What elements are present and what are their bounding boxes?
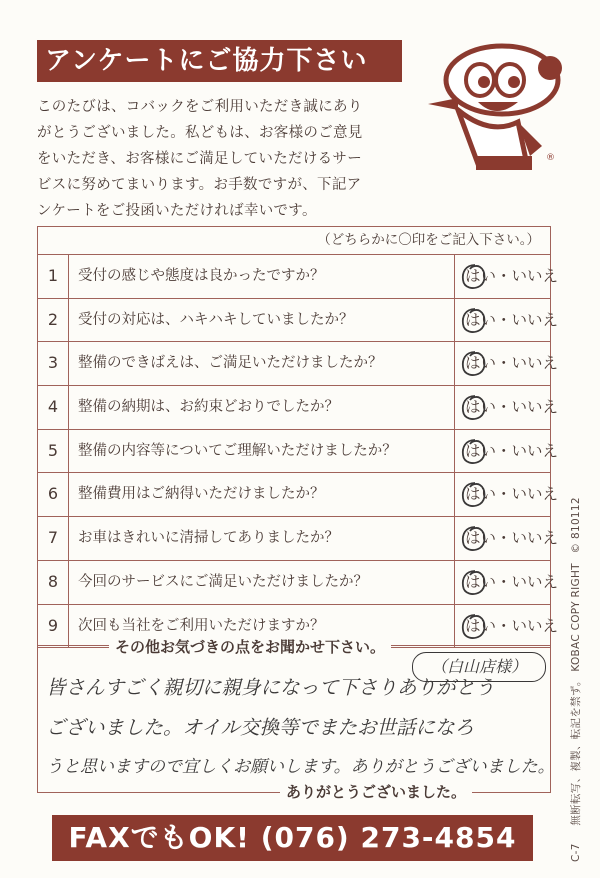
fax-number-banner: FAXでもOK! (076) 273-4854 [52, 815, 533, 861]
survey-instruction: （どちらかに〇印をご記入下さい。） [38, 227, 550, 255]
question-number: 6 [38, 473, 69, 516]
answer-label: はい・いいえ [465, 398, 559, 417]
question-number: 4 [38, 386, 69, 429]
survey-question-row [38, 473, 559, 517]
handwritten-comment-line: ございました。オイル交換等でまたお世話になろ [46, 716, 475, 739]
answer-options[interactable] [454, 386, 559, 429]
question-number: 9 [38, 605, 69, 648]
answer-options[interactable] [454, 342, 559, 385]
question-number: 5 [38, 430, 69, 473]
answer-options[interactable] [454, 561, 559, 604]
survey-table [37, 226, 559, 648]
side-copyright-print [568, 497, 583, 862]
copyright-number: 810112 [570, 497, 582, 540]
question-text: 整備のできばえは、ご満足いただけましたか？ [78, 355, 383, 372]
answer-label: はい・いいえ [465, 529, 559, 548]
answer-options[interactable] [454, 255, 559, 298]
intro-line: このたびは、コバックをご利用いただき誠にあり [37, 99, 363, 115]
answer-label: はい・いいえ [465, 616, 559, 635]
form-code: C-7 [570, 843, 582, 862]
answer-label: はい・いいえ [465, 572, 559, 591]
survey-question-row [38, 386, 559, 430]
survey-question-row [38, 299, 559, 343]
answer-options[interactable] [454, 430, 559, 473]
question-number: 2 [38, 299, 69, 342]
question-number: 1 [38, 255, 69, 298]
answer-label: はい・いいえ [465, 267, 559, 285]
answer-options[interactable] [454, 517, 559, 560]
survey-question-row [38, 342, 559, 386]
copyright-symbol: © [570, 542, 582, 554]
answer-label: はい・いいえ [465, 310, 559, 329]
question-number: 3 [38, 342, 69, 385]
answer-options[interactable] [454, 605, 559, 648]
svg-text:®: ® [546, 153, 555, 163]
question-text: 整備の納期は、お約束どおりでしたか？ [78, 399, 339, 416]
question-text: 今回のサービスにご満足いただけましたか？ [78, 573, 368, 590]
question-text: 受付の対応は、ハキハキしていましたか？ [78, 311, 354, 328]
survey-question-row [38, 255, 559, 299]
question-number: 7 [38, 517, 69, 560]
intro-line: がとうございました。私どもは、お客様のご意見 [37, 125, 363, 141]
question-text: 受付の感じや態度は良かったですか？ [78, 268, 325, 284]
handwritten-comment-line: 皆さんすごく親切に親身になって下さりありがとう [46, 676, 495, 699]
store-note: （白山店様） [412, 652, 546, 682]
page-title: アンケートにご協力下さい [37, 40, 402, 82]
answer-label: はい・いいえ [465, 485, 559, 504]
answer-label: はい・いいえ [465, 441, 559, 460]
comment-closing: ありがとうございました。 [280, 781, 472, 802]
intro-line: ンケートをご投函いただければ幸いです。 [37, 203, 317, 219]
survey-question-row [38, 517, 559, 561]
handwritten-comment-line: うと思いますので宜しくお願いします。ありがとうございました。 [46, 757, 555, 777]
comment-heading: その他お気づきの点をお聞かせ下さい。 [109, 636, 391, 657]
question-text: お車はきれいに清掃してありましたか？ [78, 530, 339, 547]
intro-text [37, 94, 422, 224]
question-text: 整備の内容等についてご理解いただけましたか？ [78, 442, 397, 459]
answer-options[interactable] [454, 473, 559, 516]
intro-line: をいただき、お客様にご満足していただけるサー [37, 151, 363, 167]
copy-notice: 無断転写、複製、転記を禁ず。 [570, 675, 582, 826]
kobac-mascot-logo [418, 40, 568, 180]
question-text: 整備費用はご納得いただけましたか？ [78, 486, 325, 503]
survey-question-row [38, 430, 559, 474]
intro-line: ビスに努めてまいります。お手数ですが、下記ア [37, 177, 362, 193]
answer-options[interactable] [454, 299, 559, 342]
copyright-text: KOBAC COPY RIGHT [570, 563, 582, 672]
question-number: 8 [38, 561, 69, 604]
comment-box [37, 638, 555, 801]
question-text: 次回も当社をご利用いただけますか？ [78, 617, 325, 634]
survey-question-row [38, 561, 559, 605]
answer-label: はい・いいえ [465, 354, 559, 373]
